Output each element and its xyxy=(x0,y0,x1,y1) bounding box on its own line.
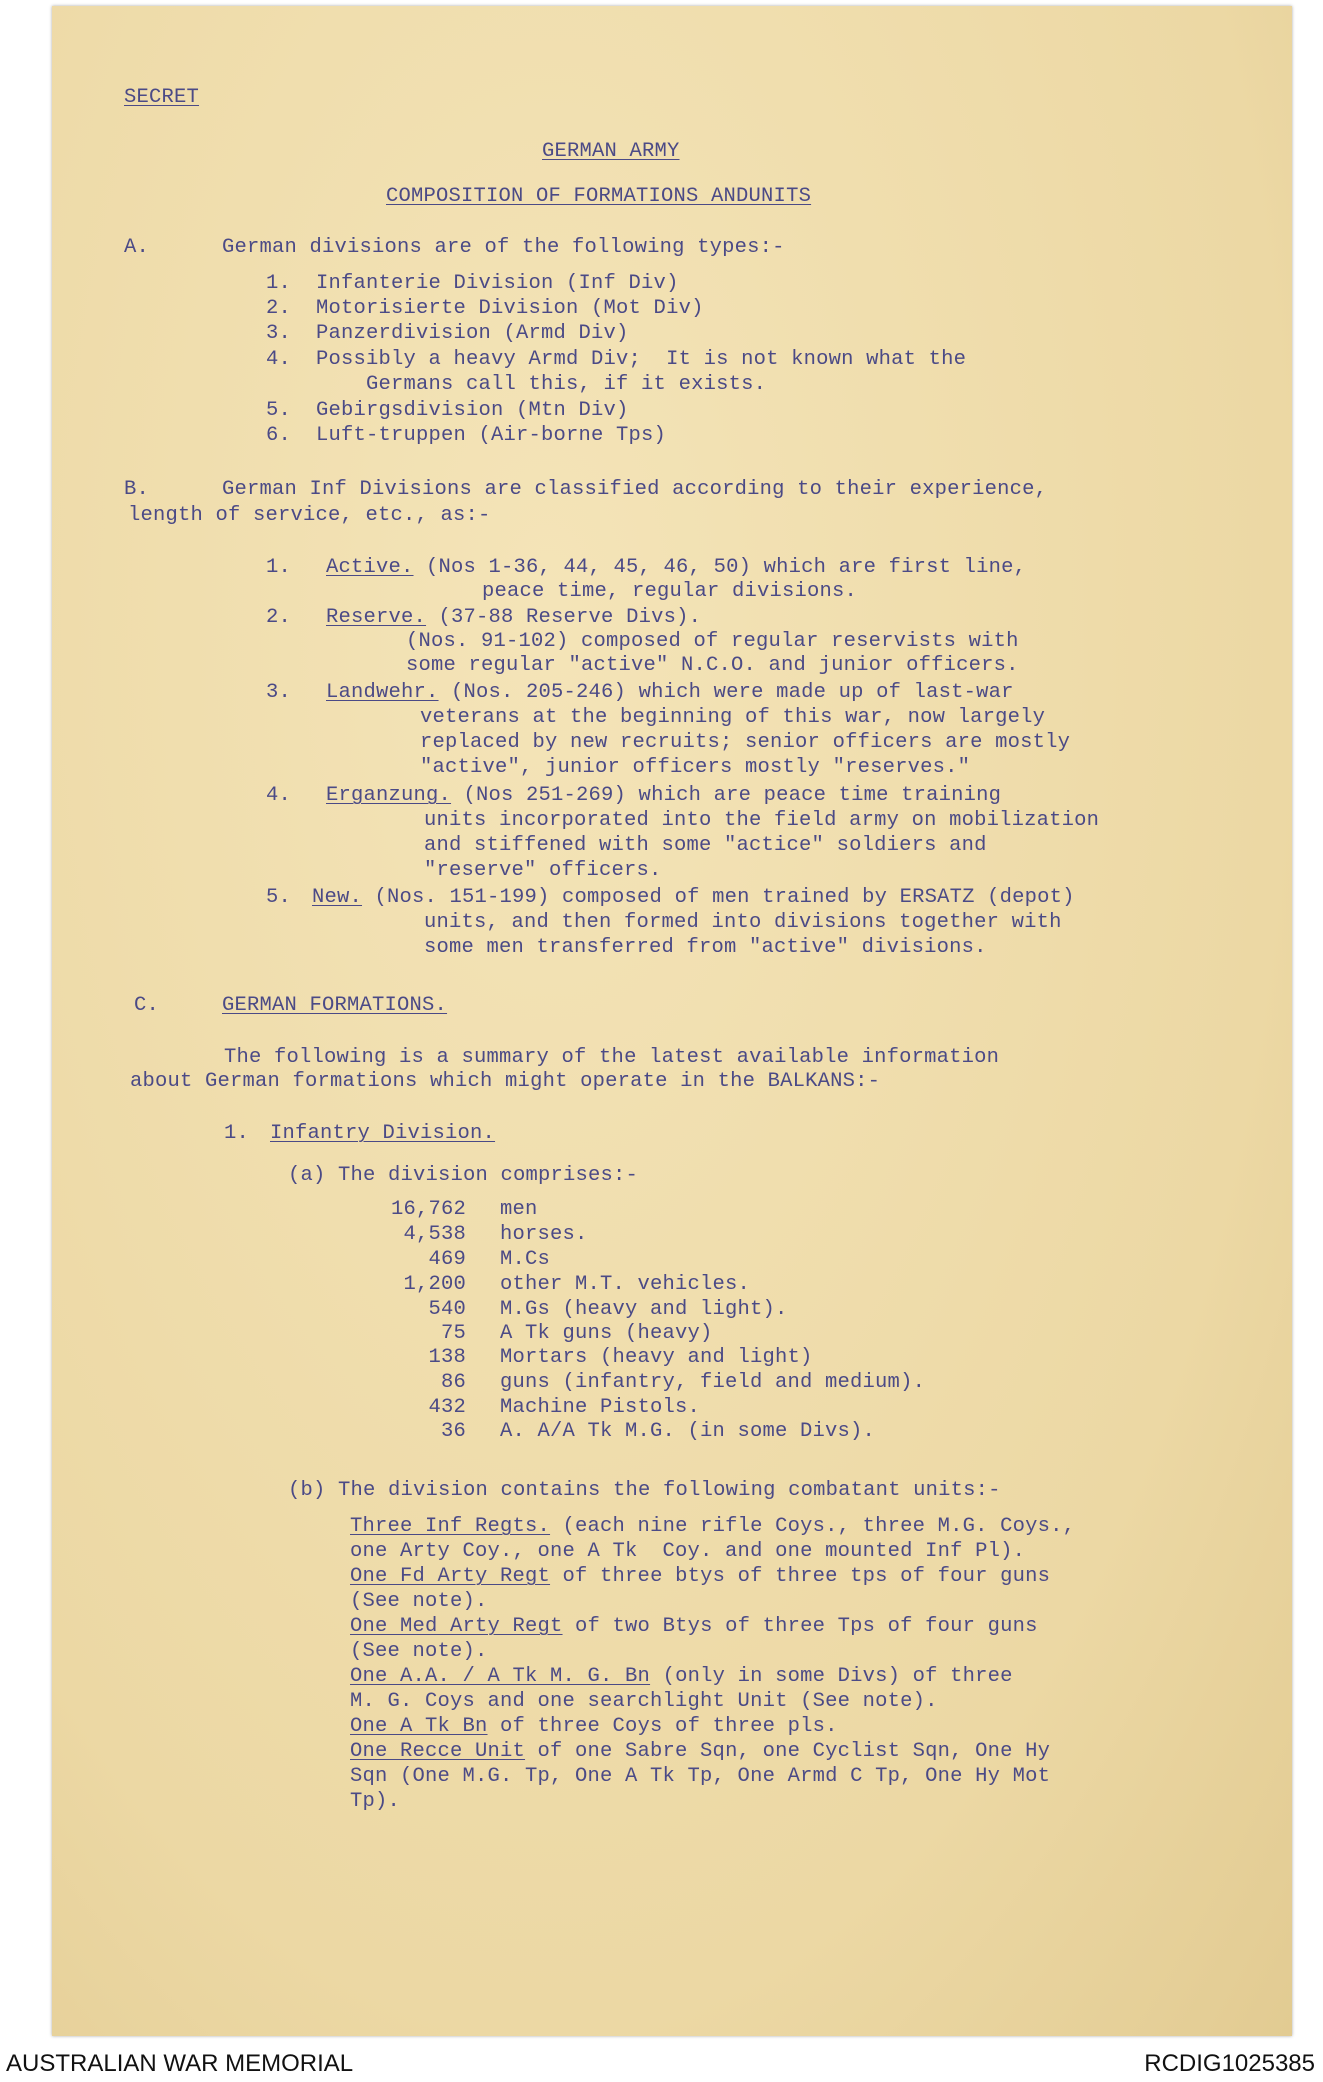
class-label-new: New. xyxy=(312,886,363,909)
class-text: (Nos. 91-102) composed of regular reservists with xyxy=(406,630,1019,653)
unit-name: One Recce Unit xyxy=(350,1740,526,1763)
combatant-units-intro: (b) The division contains the following combatant units:- xyxy=(288,1479,1001,1502)
unit-name: One Med Arty Regt xyxy=(350,1615,563,1638)
unit-entry xyxy=(350,1615,1038,1639)
class-text: (Nos 251-269) which are peace time training xyxy=(451,784,1002,807)
class-label-active: Active. xyxy=(326,556,414,579)
unit-description: (each nine rifle Coys., three M.G. Coys., xyxy=(550,1515,1076,1538)
classification-label: SECRET xyxy=(124,86,200,109)
class-text: (Nos. 151-199) composed of men trained by ERSATZ (depot) xyxy=(362,886,1075,909)
unit-description: of one Sabre Sqn, one Cyclist Sqn, One Hy xyxy=(525,1740,1051,1763)
class-text: replaced by new recruits; senior officers are mostly xyxy=(420,731,1071,754)
unit-description-continued: one Arty Coy., one A Tk Coy. and one mounted Inf Pl). xyxy=(350,1540,1026,1563)
document-title: GERMAN ARMY xyxy=(542,140,680,163)
strength-quantity: 86 xyxy=(440,1371,466,1394)
unit-entry xyxy=(350,1565,1050,1589)
strength-item: Machine Pistols. xyxy=(500,1396,701,1419)
class-number: 4. xyxy=(266,784,292,807)
strength-quantity: 75 xyxy=(440,1322,466,1345)
unit-description: of two Btys of three Tps of four guns xyxy=(562,1615,1038,1638)
class-text: "active", junior officers mostly "reserves." xyxy=(420,756,971,779)
footer-bar xyxy=(0,2048,1323,2082)
unit-entry xyxy=(350,1740,1050,1764)
strength-quantity: 4,538 xyxy=(403,1223,466,1246)
strength-quantity: 36 xyxy=(440,1420,466,1443)
strength-item: M.Gs (heavy and light). xyxy=(500,1298,788,1321)
strength-item: horses. xyxy=(500,1223,588,1246)
section-a-item: 4. Possibly a heavy Armd Div; It is not known what the xyxy=(266,348,967,371)
unit-description: of three btys of three tps of four guns xyxy=(550,1565,1051,1588)
class-text: and stiffened with some "actice" soldiers and xyxy=(424,834,987,857)
strength-item: other M.T. vehicles. xyxy=(500,1273,751,1296)
section-c-letter: C. xyxy=(134,994,160,1017)
subsection-number: 1. xyxy=(224,1122,250,1145)
section-a-letter: A. xyxy=(124,236,150,259)
class-label-reserve: Reserve. xyxy=(326,606,427,629)
class-text: (Nos. 205-246) which were made up of last-war xyxy=(438,681,1014,704)
strength-item: guns (infantry, field and medium). xyxy=(500,1371,926,1394)
class-number: 1. xyxy=(266,556,292,579)
unit-description-continued: (See note). xyxy=(350,1640,488,1663)
unit-name: One Fd Arty Regt xyxy=(350,1565,551,1588)
class-text: veterans at the beginning of this war, now largely xyxy=(420,706,1046,729)
class-text: some regular "active" N.C.O. and junior officers. xyxy=(406,654,1019,677)
unit-description-continued: Tp). xyxy=(350,1790,401,1813)
strength-item: Mortars (heavy and light) xyxy=(500,1346,813,1369)
strength-quantity: 469 xyxy=(428,1248,466,1271)
section-a-intro: German divisions are of the following types:- xyxy=(222,236,785,259)
unit-description-continued: (See note). xyxy=(350,1590,488,1613)
footer-record-id: RCDIG1025385 xyxy=(1144,2050,1315,2077)
section-c-intro: about German formations which might operate in the BALKANS:- xyxy=(130,1070,881,1093)
unit-description: of three Coys of three pls. xyxy=(487,1715,838,1738)
unit-name: Three Inf Regts. xyxy=(350,1515,551,1538)
strength-quantity: 432 xyxy=(428,1396,466,1419)
unit-name: One A.A. / A Tk M. G. Bn xyxy=(350,1665,651,1688)
strength-item: A. A/A Tk M.G. (in some Divs). xyxy=(500,1420,876,1443)
section-a-item: 5. Gebirgsdivision (Mtn Div) xyxy=(266,399,629,422)
section-a-item: 3. Panzerdivision (Armd Div) xyxy=(266,322,629,345)
strength-item: A Tk guns (heavy) xyxy=(500,1322,713,1345)
unit-description-continued: Sqn (One M.G. Tp, One A Tk Tp, One Armd C Tp, One Hy Mot xyxy=(350,1765,1051,1788)
section-a-item: Germans call this, if it exists. xyxy=(266,373,767,396)
class-text: (37-88 Reserve Divs). xyxy=(426,606,702,629)
class-text: peace time, regular divisions. xyxy=(482,580,858,603)
class-label-erganzung: Erganzung. xyxy=(326,784,452,807)
unit-description: (only in some Divs) of three xyxy=(650,1665,1013,1688)
division-comprises-intro: (a) The division comprises:- xyxy=(288,1164,639,1187)
unit-entry xyxy=(350,1715,838,1739)
subsection-heading: Infantry Division. xyxy=(270,1122,496,1145)
footer-source: AUSTRALIAN WAR MEMORIAL xyxy=(6,2050,354,2077)
unit-entry xyxy=(350,1665,1013,1689)
section-a-item: 1. Infanterie Division (Inf Div) xyxy=(266,272,679,295)
class-text: units incorporated into the field army on mobilization xyxy=(424,809,1100,832)
class-number: 5. xyxy=(266,886,292,909)
class-text: units, and then formed into divisions together with xyxy=(424,911,1062,934)
class-text: some men transferred from "active" divisions. xyxy=(424,936,987,959)
class-text: (Nos 1-36, 44, 45, 46, 50) which are first line, xyxy=(413,556,1027,579)
unit-entry xyxy=(350,1515,1075,1539)
section-b-intro: German Inf Divisions are classified according to their experience, xyxy=(222,478,1048,501)
class-number: 3. xyxy=(266,681,292,704)
strength-quantity: 138 xyxy=(428,1346,466,1369)
class-text: "reserve" officers. xyxy=(424,859,662,882)
section-c-intro: The following is a summary of the latest available information xyxy=(224,1046,1000,1069)
section-a-item: 2. Motorisierte Division (Mot Div) xyxy=(266,297,704,320)
strength-quantity: 1,200 xyxy=(403,1273,466,1296)
section-b-intro: length of service, etc., as:- xyxy=(128,504,491,527)
document-subtitle: COMPOSITION OF FORMATIONS ANDUNITS xyxy=(386,185,812,208)
class-number: 2. xyxy=(266,606,292,629)
section-c-heading: GERMAN FORMATIONS. xyxy=(222,994,448,1017)
class-label-landwehr: Landwehr. xyxy=(326,681,439,704)
strength-item: M.Cs xyxy=(500,1248,551,1271)
section-a-item: 6. Luft-truppen (Air-borne Tps) xyxy=(266,424,667,447)
section-b-letter: B. xyxy=(124,478,150,501)
strength-quantity: 540 xyxy=(428,1298,466,1321)
strength-item: men xyxy=(500,1198,538,1221)
unit-name: One A Tk Bn xyxy=(350,1715,488,1738)
strength-quantity: 16,762 xyxy=(390,1198,466,1221)
unit-description-continued: M. G. Coys and one searchlight Unit (See note). xyxy=(350,1690,938,1713)
